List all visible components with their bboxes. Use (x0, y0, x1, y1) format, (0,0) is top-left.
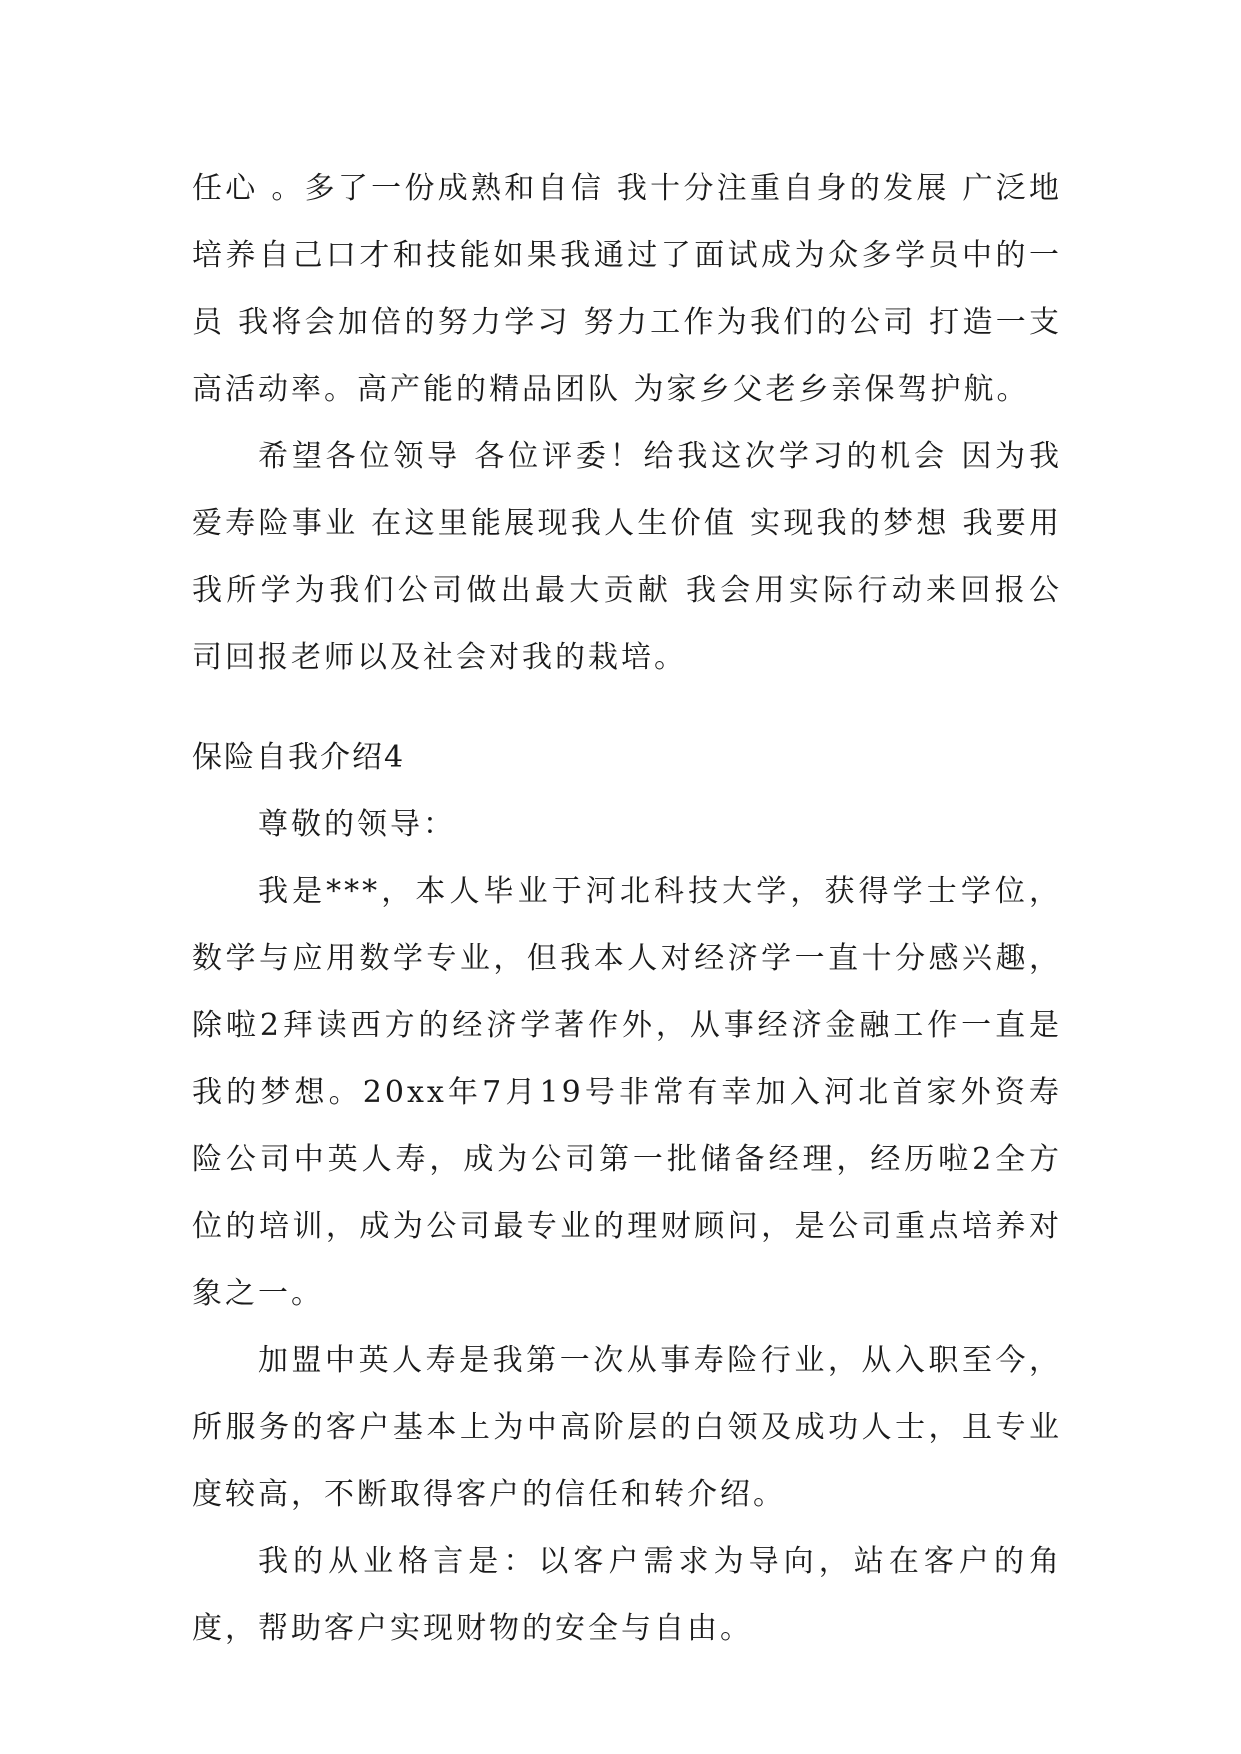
section-paragraph-3: 我的从业格言是：以客户需求为导向，站在客户的角度，帮助客户实现财物的安全与自由。 (192, 1544, 1062, 1646)
continuation-paragraph-2: 希望各位领导 各位评委！给我这次学习的机会 因为我爱寿险事业 在这里能展现我人生价值 实现我的梦想 我要用我所学为我们公司做出最大贡献 我会用实际行动来回报公司回报老师以及社会对我的栽培。 (192, 439, 1062, 675)
document-body (192, 155, 1062, 1662)
continuation-paragraph-1: 任心 。多了一份成熟和自信 我十分注重自身的发展 广泛地培养自己口才和技能如果我通过了面试成为众多学员中的一员 我将会加倍的努力学习 努力工作为我们的公司 打造一支高活动率。高产能的精品团队 为家乡父老乡亲保驾护航。 (192, 171, 1062, 407)
section-paragraph-2: 加盟中英人寿是我第一次从事寿险行业，从入职至今，所服务的客户基本上为中高阶层的白领及成功人士，且专业度较高，不断取得客户的信任和转介绍。 (192, 1343, 1062, 1512)
section-title: 保险自我介绍4 (192, 740, 406, 775)
section-gap (192, 691, 1062, 724)
section-paragraph-1: 我是***，本人毕业于河北科技大学，获得学士学位，数学与应用数学专业，但我本人对经济学一直十分感兴趣，除啦2拜读西方的经济学著作外，从事经济金融工作一直是我的梦想。20xx年7月19号非常有幸加入河北首家外资寿险公司中英人寿，成为公司第一批储备经理，经历啦2全方位的培训，成为公司最专业的理财顾问，是公司重点培养对象之一。 (192, 874, 1062, 1311)
salutation: 尊敬的领导： (258, 807, 456, 842)
